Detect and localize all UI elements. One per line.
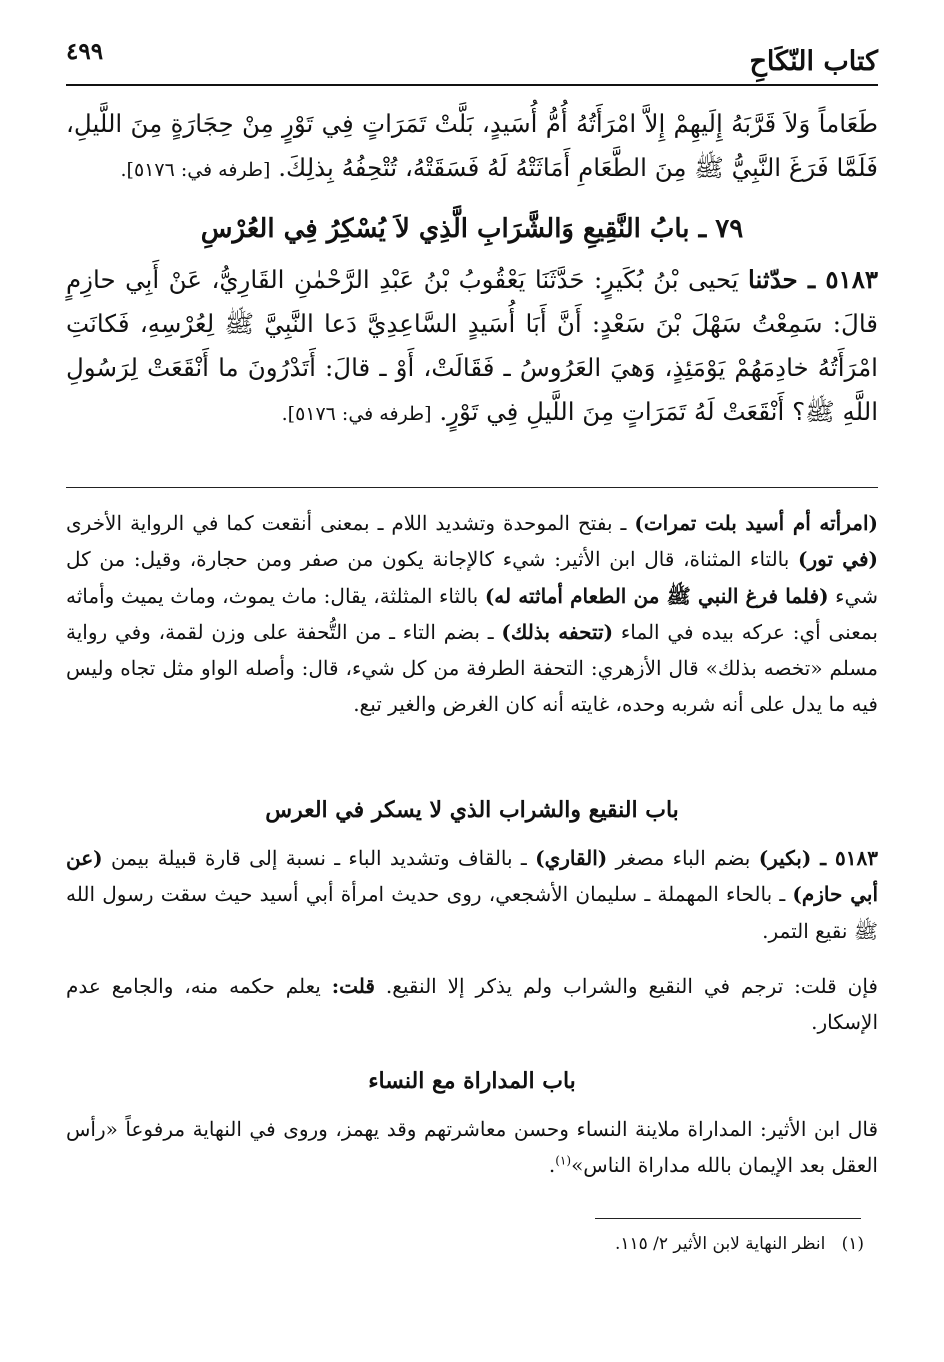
comm-text: ـ بالقاف وتشديد الباء ـ نسبة إلى قارة قبيلة بيمن [102, 846, 536, 870]
commentary-paragraph-1 [66, 505, 878, 723]
comm-lemma: قلت: [331, 974, 375, 998]
commentary-section-title-1: باب النقيع والشراب الذي لا يسكر في العرس [265, 797, 679, 823]
comm-text: بالتاء المثناة، قال ابن الأثير: شيء كالإجانة يكون من صفر ومن حجارة، وقيل: من كل شيء [66, 547, 878, 608]
footnote-reference[interactable]: (١) [555, 1153, 572, 1168]
comm-text: بالثاء المثلثة، يقال: ماث يموث، وماث يميث وأماثه بمعنى أي: عركه بيده في الماء [66, 583, 878, 644]
comm-text: قال ابن الأثير: المداراة ملاينة النساء وحسن معاشرتهم وقد يهمز، وروى في النهاية مرفوعاً «رأس العقل بعد الإيمان بالله مداراة الناس» [66, 1117, 878, 1178]
comm-lemma: ٥١٨٣ ـ (بكير) [758, 846, 878, 870]
previous-hadith-ending [66, 102, 878, 192]
commentary-paragraph-3 [66, 968, 878, 1041]
comm-lemma: (امرأته أم أسيد بلت تمرات) [634, 511, 878, 535]
comm-text: يعلم حكمه منه، والجامع عدم الإسكار. [66, 974, 878, 1035]
previous-hadith-text: طَعَاماً وَلاَ قَرَّبَهُ إِلَيهِمْ إِلاَّ امْرَأَتُهُ أُمُّ أُسَيدٍ، بَلَّتْ تَمَرَاتٍ فِي تَوْرٍ مِنْ حِجَارَةٍ مِنَ اللَّيلِ، فَلَمَّا فَرَغَ النَّبِيُّ ﷺ مِنَ الطَّعَامِ أَمَاثَتْهُ لَهُ فَسَقَتْهُ، تُتْحِفُهُ بِذلِكَ. [66, 109, 878, 182]
footnote-marker: (١) [841, 1234, 864, 1254]
hadith-number: ٥١٨٣ ـ حدّثنا [748, 265, 879, 294]
footnote-rule [595, 1218, 861, 1219]
comm-text: بضم الباء مصغر [607, 846, 759, 870]
comm-lemma: (في تور) [798, 547, 878, 572]
footnote-text: انظر النهاية لابن الأثير ٢/ ١١٥. [614, 1234, 826, 1254]
comm-lemma: (فلما فرغ النبي ﷺ من الطعام أماثته له) [484, 583, 829, 608]
commentary-paragraph-2 [66, 840, 878, 949]
comm-text: . [548, 1153, 556, 1178]
hadith-5183 [66, 258, 878, 436]
comm-lemma: (تتحفه بذلك) [501, 619, 614, 644]
commentary-separator [66, 487, 878, 488]
commentary-paragraph-4 [66, 1111, 878, 1184]
comm-text: فإن قلت: ترجم في النقيع والشراب ولم يذكر إلا النقيع. [374, 974, 878, 998]
book-title: كتاب النّكَاحِ [749, 46, 878, 77]
page-header [66, 38, 878, 86]
hadith-reference: [طرفه في: ٥١٧٦]. [281, 403, 432, 425]
header-rule [66, 84, 878, 86]
comm-text: ـ بالحاء المهملة ـ سليمان الأشجعي، روى حديث امرأة أبي أسيد حيث سقت رسول الله ﷺ نقيع التمر. [66, 882, 878, 943]
previous-hadith-reference: [طرفه في: ٥١٧٦]. [120, 159, 271, 181]
footnote [66, 1231, 864, 1257]
comm-text: ـ بفتح الموحدة وتشديد اللام ـ بمعنى أنقعت كما في الرواية الأخرى [66, 511, 635, 535]
comm-lemma: (عن أبي حازم) [66, 846, 878, 907]
hadith-text: يَحيى بْنُ بُكَيرٍ: حَدَّثَنَا يَعْقُوبُ بْنُ عَبْدِ الرَّحْمٰنِ القَارِيُّ، عَنْ أَبِي حازِمٍ قالَ: سَمِعْتُ سَهْلَ بْنَ سَعْدٍ: أَنَّ أَبَا أُسَيدٍ السَّاعِدِيَّ دَعا النَّبِيَّ ﷺ لِعُرْسِهِ، فَكانَتِ امْرَأَتُهُ خادِمَهُمْ يَوْمَئِذٍ، وَهيَ العَرُوسُ ـ فَقَالَتْ، أَوْ ـ قالَ: أَتَدْرُونَ ما أَنْقَعَتْ لِرَسُولِ اللَّهِ ﷺ؟ أَنْقَعَتْ لَهُ تَمَرَاتٍ مِنَ اللَّيلِ فِي تَوْرٍ. [66, 265, 878, 426]
comm-lemma: (القاري) [535, 846, 608, 870]
comm-text: ـ بضم التاء ـ من التُّحفة على وزن لقمة، وفي رواية مسلم «تخصه بذلك» قال الأزهري: التحفة الطرفة من كل شيء، قال: وأصله الواو مثل تجاه وليس فيه ما يدل على أنه شربه وحده، غايته أنه كان الغرض والغير تبع. [66, 619, 878, 717]
chapter-heading: ٧٩ ـ بابُ النَّقِيعِ وَالشَّرَابِ الَّذِي لاَ يُسْكِرُ فِي العُرْسِ [200, 214, 744, 244]
page-number: ٤٩٩ [66, 38, 104, 65]
commentary-section-title-2: باب المداراة مع النساء [368, 1068, 576, 1094]
